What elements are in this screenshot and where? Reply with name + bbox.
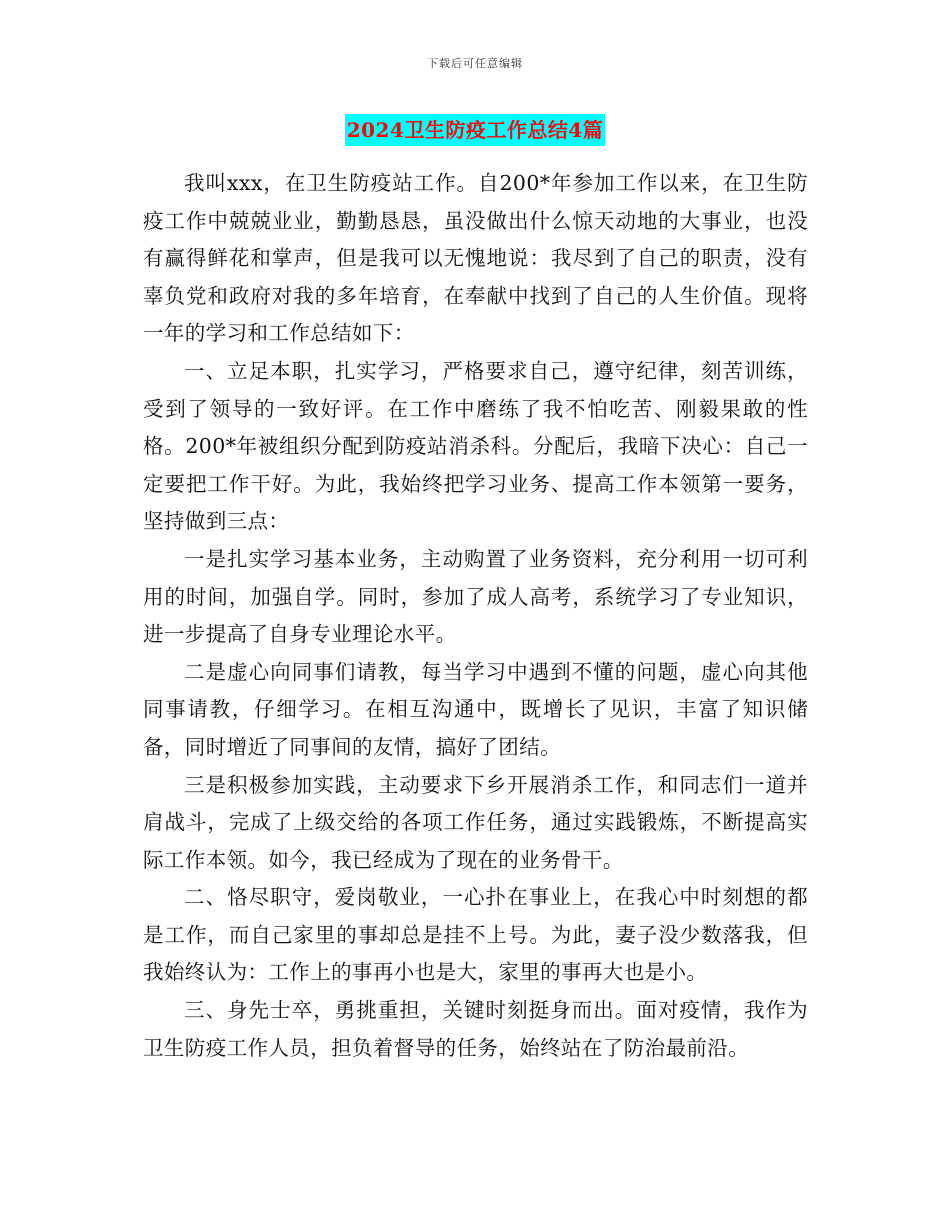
- paragraph: 一、立足本职，扎实学习，严格要求自己，遵守纪律，刻苦训练，受到了领导的一致好评。在工作中磨练了我不怕吃苦、刚毅果敢的性格。200*年被组织分配到防疫站消杀科。分配后，我暗下决心：自己一定要把工作干好。为此，我始终把学习业务、提高工作本领第一要务，坚持做到三点：: [143, 358, 808, 534]
- paragraph: 二是虚心向同事们请教，每当学习中遇到不懂的问题，虚心向其他同事请教，仔细学习。在相互沟通中，既增长了见识，丰富了知识储备，同时增近了同事间的友情，搞好了团结。: [143, 659, 808, 759]
- header-note: 下载后可任意编辑: [427, 57, 523, 70]
- paragraph: 三、身先士卒，勇挑重担，关键时刻挺身而出。面对疫情，我作为卫生防疫工作人员，担负着督导的任务，始终站在了防治最前沿。: [143, 998, 808, 1060]
- title-container: [0, 114, 950, 146]
- document-title: 2024卫生防疫工作总结4篇: [345, 114, 606, 146]
- paragraph: 一是扎实学习基本业务，主动购置了业务资料，充分利用一切可利用的时间，加强自学。同时，参加了成人高考，系统学习了专业知识，进一步提高了自身专业理论水平。: [143, 546, 808, 647]
- document-body: [143, 165, 808, 1067]
- paragraph: 我叫xxx，在卫生防疫站工作。自200*年参加工作以来，在卫生防疫工作中兢兢业业，勤勤恳恳，虽没做出什么惊天动地的大事业，也没有赢得鲜花和掌声，但是我可以无愧地说：我尽到了自己的职责，没有辜负党和政府对我的多年培育，在奉献中找到了自己的人生价值。现将一年的学习和工作总结如下：: [143, 171, 808, 346]
- paragraph: 二、恪尽职守，爱岗敬业，一心扑在事业上，在我心中时刻想的都是工作，而自己家里的事却总是挂不上号。为此，妻子没少数落我，但我始终认为：工作上的事再小也是大，家里的事再大也是小。: [143, 885, 808, 985]
- paragraph: 三是积极参加实践，主动要求下乡开展消杀工作，和同志们一道并肩战斗，完成了上级交给的各项工作任务，通过实践锻炼，不断提高实际工作本领。如今，我已经成为了现在的业务骨干。: [143, 772, 808, 872]
